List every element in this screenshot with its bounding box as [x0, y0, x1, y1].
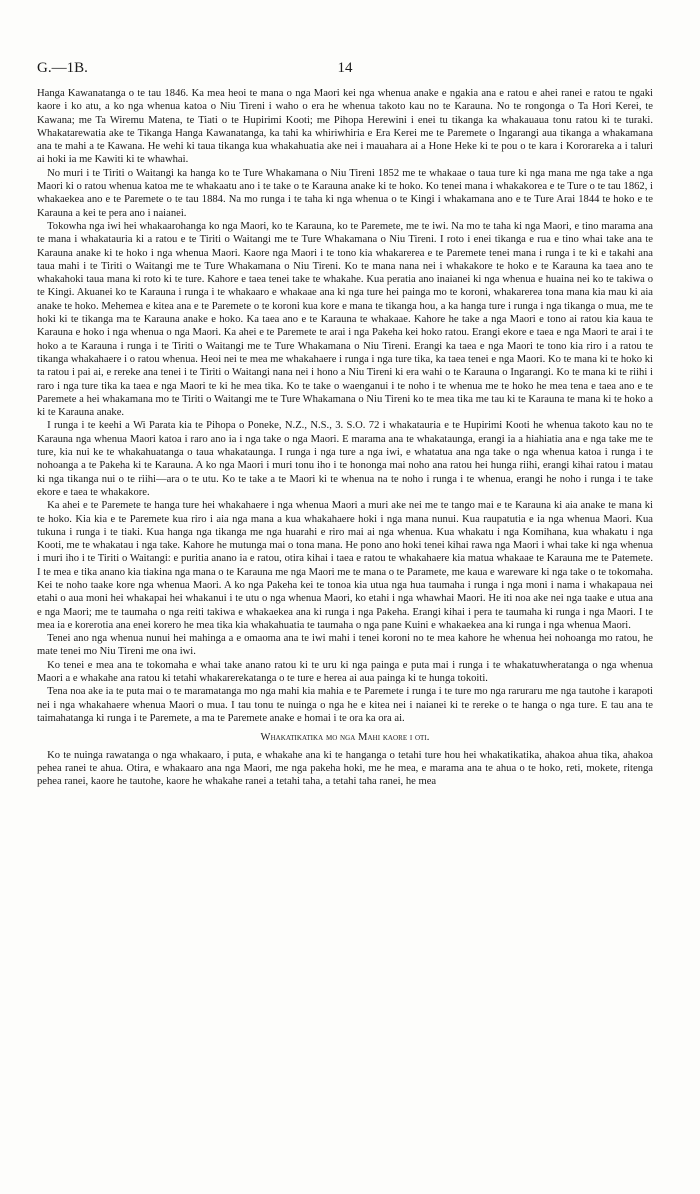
- paragraph: Hanga Kawanatanga o te tau 1846. Ka mea heoi te mana o nga Maori kei nga whenua anake e ngakia ana e ratou e ahei ranei e ratou te ngaki kaore i ko atu, a ko nga whenua katoa o Niu Tireni i waho o era he whenua takoto kau no te Karauna. No te rongonga o Ta Hori Kerei, te Kawana; me Ta Wiremu Matena, te Tiati o te Hupirimi Kooti; me Pihopa Herewini i enei tu tikanga ka whakauaua tonu ratou ki te turaki. Whakatarewatia ake te Tikanga Hanga Kawanatanga, ka tahi ka whiriwhiria e Era Kerei me te Paremete o Ingarangi aua tikanga a whakamana ana te mahi a te Kawana. He wehi ki taua tikanga kua whakahuatia ake nei i mauahara ai a Hone Heke ki te pou o te kara i Kororareka a i taluri ai hoki ia me Kawiti ki te whawhai.: [37, 88, 653, 166]
- paragraph: Tokowha nga iwi hei whakaarohanga ko nga Maori, ko te Karauna, ko te Paremete, me te iwi. Na mo te taha ki nga Maori, e tino marama ana te mana i whakatauria ki a ratou e te Tiriti o Waitangi me te Ture Whakamana o Niu Tireni. I roto i enei tikanga e rua e tino whai take ana te Karauna anake ki te hoko i nga whenua Maori. Kaore nga Maori i te tono kia whakarerea e te Paremete tenei mana i runga i te ki e takahi ana taua mahi i te Tiriti o Waitangi me te Ture Whakamana o Niu Tireni. Ko te mana nana nei i whakakore te hoko e te Karauna ka taea ano te whakahoki taua mana ki roto ki te ture. Kahore e taea tenei take te whakahe. Kua peratia ano inaianei ki nga whenua e huaina nei ko te takiwa o te Kingi. Akuanei ko te Karauna i runga i te whakaaro e whakaae ana ki nga ture hei painga mo te koroni, whakarerea tona mana kia mau ki aia anake te hoko. Mehemea e kitea ana e te Paremete o te koroni kua kore e mana te tikanga hou, a ka hanga ture i runga i nga tikanga o mua, me te hoki ki te tikanga ma te Karauna anake e hoko. Ka taea ano e te Karauna te whakaae. Kahore he take a nga Maori e tono ai ratou kia kaua te Karauna e hoko i nga whenua o nga Maori. Ka ahei e te Paremete te arai i nga Pakeha kei hoko ratou. Erangi ekore e taea e nga Maori te arai i te hoko a te Karauna i runga i te Tiriti o Waitangi me te Ture Whakamana o Niu Tireni. Erangi ka taea e nga Maori te tono kia riro i a ratou te tikanga whakahaere i o ratou whenua. Heoi nei te mea me whakahaere i runga i nga ture tika, ka taea tenei e nga Maori. Ko te mana ki te hoko ki ta ratou i pai ai, e rereke ana tenei i te Tiriti o Waitangi nana nei i hono a Niu Tireni ki era wahi o te Karauna o Ingarangi. Ko te mana ki te riihi i raro i nga ture tika ka taea e nga Maori te ki he mea tika. Ko te take o waenganui i te noho i te whenua me te hoko he mea tena e taea ano e te Paremete a hei whakamana mo te Tiriti o Waitangi me te Ture Whakamana o Niu Tireni ko te mea tika me tau ki te Karauna te mana ki te hoko a ki te Karauna anake.: [37, 220, 653, 419]
- paragraph: No muri i te Tiriti o Waitangi ka hanga ko te Ture Whakamana o Niu Tireni 1852 me te whakaae o taua ture ki nga mana me nga take a nga Maori ki o ratou whenua katoa me te whakaatu ano i te take o te Karauna anake ki te hoko. Ko tenei mana i whakakorea e te Ture o te tau 1862, i whakaekea ano e te Paremete o te tau 1884. Na mo runga i te taha ki nga whenua o te Kingi i whakamana ano e te Ture Arai 1844 te hoko e te Karauna a kei te pera ano i naianei.: [37, 167, 653, 219]
- running-header: [37, 60, 653, 80]
- section-heading: Whakatikatika mo nga Mahi kaore i oti.: [260, 732, 430, 744]
- paragraph: Tenei ano nga whenua nunui hei mahinga a e omaoma ana te iwi mahi i tenei koroni no te mea kahore he whenua hei nohoanga mo ratou, he mate tenei mo Niu Tireni me ona iwi.: [37, 633, 653, 658]
- paragraph: I runga i te keehi a Wi Parata kia te Pihopa o Poneke, N.Z., N.S., 3. S.O. 72 i whakatauria e te Hupirimi Kooti he whenua takoto kau no te Karauna nga whenua Maori katoa i raro ano ia i nga take o nga Maori. E marama ana te whakataunga, erangi ia a hiahiatia ana e nga take me te ture, kia nui ke te whakahuatanga o taua whakataunga. I runga i nga ture a nga iwi, e whatatua ana nga take o nga whenua katoa i runga i te nohoanga a te Pakeha ki te Karauna. A ko nga Maori i muri tonu iho i te hononga mai noho ana ratou hei hunga riihi, erangi kihai ratou i matau ki nga tikanga nui o te riihi—ara o te utu. Ko te take a te Maori ki te whenua na te noho i runga i te whenua, erangi he noho i runga i te take ekore e taea te whakakore.: [37, 420, 653, 498]
- paragraph: Tena noa ake ia te puta mai o te maramatanga mo nga mahi kia mahia e te Paremete i runga i te ture mo nga raruraru me nga tautohe i karapoti nei i nga whakahaere whenua Maori o mua. I tau tonu te nuinga o nga he e kitea nei i naianei ki te rereke o te hanga o nga ture. E tau ana te taimahatanga ki runga i te Paremete, a ma te Paremete anake e homai i te ora ka ora ai.: [37, 686, 653, 724]
- paragraph: Ko tenei e mea ana te tokomaha e whai take anano ratou ki te uru ki nga painga e puta mai i runga i te whakatuwheratanga o nga whenua Maori a e whakahe ana ratou ki tetahi whakarerekatanga o te ture e herea ai aua painga ki te hunga tokoiti.: [37, 659, 653, 685]
- paragraph: Ko te nuinga rawatanga o nga whakaaro, i puta, e whakahe ana ki te hanganga o tetahi ture hou hei whakatikatika, ahakoa ahua tika, ahakoa pehea ranei te ahua. Otira, e whakaaro ana nga Maori, me nga pakeha hoki, me he mea, e marama ana te ahua o te hoko, reti, mokete, ritenga pehea ranei, kaore he tautohe, kaore he whakahe ranei a tetahi taha, a tetahi taha ranei, he mea: [37, 749, 653, 788]
- page-number: 14: [337, 60, 353, 76]
- body-text: [37, 87, 653, 788]
- document-code: G.—1B.: [37, 60, 88, 76]
- paragraph: Ka ahei e te Paremete te hanga ture hei whakahaere i nga whenua Maori a muri ake nei me te tango mai e te Karauna ki aia anake te mana ki te hoko. Kia kia e te Paremete kua riro i aia nga mana a kua whakahaere hoki i nga mana nunui. Kua raupatutia e ia nga whenua Maori. Kua tukuna i runga i te tiaki. Kua hanga nga tikanga me nga huarahi e riro mai ai nga whenua. Kua whakatu i nga Komihana, kua whakatu i nga Kooti, me te whakatau i nga take. Kahore he mutunga mai o tona mana. He pono ano hoki tenei kihai rawa nga Maori i whai take ki nga whenua i muri iho i te Tiriti o Waitangi: e puritia anano ia e ratou, otira kihai i taea e ratou te whakahaere kia matua whakaae te Karauna me te Patemete. I te mea e tika anano kia tiakina nga mana o te Karauna me nga Maori me te mana o te Paramete, me kaua e wareware ki nga take o te tokomaha. Kei te noho taake kore nga whenua Maori. A ko nga Pakeha kei te tonoa kia utua nga hua taumaha i runga i nga moni i nama i whakapaua nei etahi o aua moni hei whakapai hei whakanui i te utu o nga whenua Maori, ko etahi i nga whawhai Maori. He iti noa ake nei nga taake e utua ana e nga Maori; me te taumaha o nga reiti takiwa e whakaekea ana ki runga i nga Pakeha. Erangi kihai i pera te taumaha ki runga i nga Maori. I te mea ia e korerotia ana enei korero he mea tika kia whakahuatia te taumaha o nga pane Kuini e whakaekea ana ki runga i nga whenua Maori.: [37, 500, 653, 631]
